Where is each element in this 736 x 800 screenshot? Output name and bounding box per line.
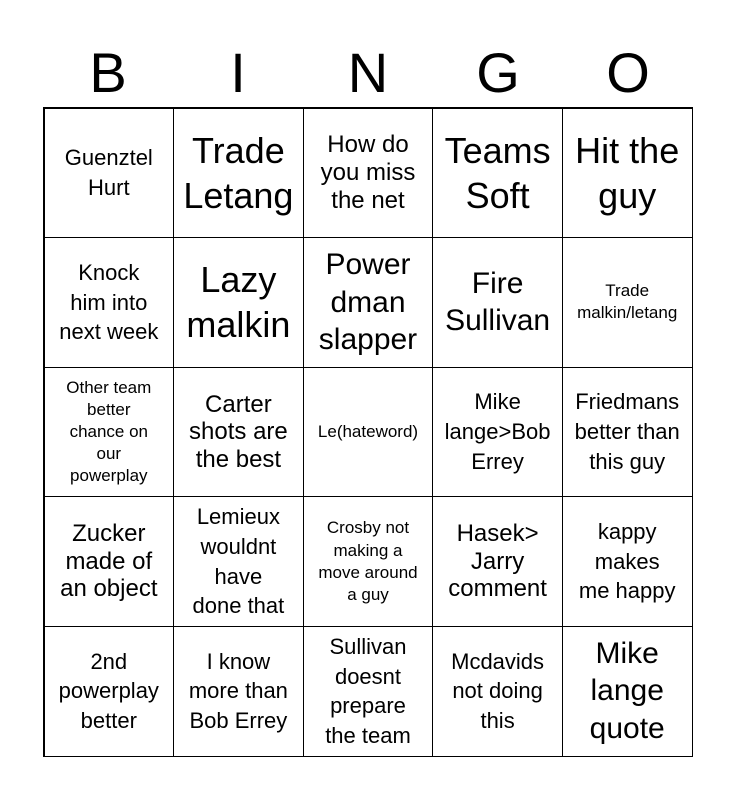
bingo-cell[interactable]: Hit the guy — [562, 108, 693, 239]
bingo-grid — [43, 107, 693, 757]
bingo-cell[interactable]: Mike lange>Bob Errey — [432, 367, 563, 498]
header-letter-o: O — [606, 41, 650, 104]
header-letter-i: I — [230, 41, 246, 104]
bingo-cell[interactable]: Other team better chance on our powerplay — [44, 367, 175, 498]
bingo-cell[interactable]: 2nd powerplay better — [44, 626, 175, 757]
bingo-cell[interactable]: Zucker made of an object — [44, 496, 175, 627]
bingo-cell[interactable]: I know more than Bob Errey — [173, 626, 304, 757]
bingo-cell[interactable]: Mcdavids not doing this — [432, 626, 563, 757]
bingo-cell[interactable]: Crosby not making a move around a guy — [303, 496, 434, 627]
bingo-header — [43, 38, 693, 108]
bingo-cell[interactable]: Lazy malkin — [173, 237, 304, 368]
bingo-cell[interactable]: Fire Sullivan — [432, 237, 563, 368]
header-letter-n: N — [347, 41, 389, 104]
bingo-cell[interactable]: Friedmans better than this guy — [562, 367, 693, 498]
bingo-cell[interactable]: Trade malkin/letang — [562, 237, 693, 368]
header-letter-g: G — [476, 41, 520, 104]
bingo-cell[interactable]: Knock him into next week — [44, 237, 175, 368]
bingo-cell[interactable]: Hasek> Jarry comment — [432, 496, 563, 627]
bingo-cell[interactable]: Lemieux wouldnt have done that — [173, 496, 304, 627]
bingo-cell[interactable]: Mike lange quote — [562, 626, 693, 757]
bingo-cell[interactable]: Le(hateword) — [303, 367, 434, 498]
header-letter-b: B — [89, 41, 127, 104]
bingo-cell[interactable]: Trade Letang — [173, 108, 304, 239]
bingo-cell[interactable]: Power dman slapper — [303, 237, 434, 368]
bingo-cell[interactable]: How do you miss the net — [303, 108, 434, 239]
bingo-cell[interactable]: Sullivan doesnt prepare the team — [303, 626, 434, 757]
bingo-cell[interactable]: Teams Soft — [432, 108, 563, 239]
bingo-cell[interactable]: Guenztel Hurt — [44, 108, 175, 239]
bingo-cell[interactable]: kappy makes me happy — [562, 496, 693, 627]
bingo-cell[interactable]: Carter shots are the best — [173, 367, 304, 498]
